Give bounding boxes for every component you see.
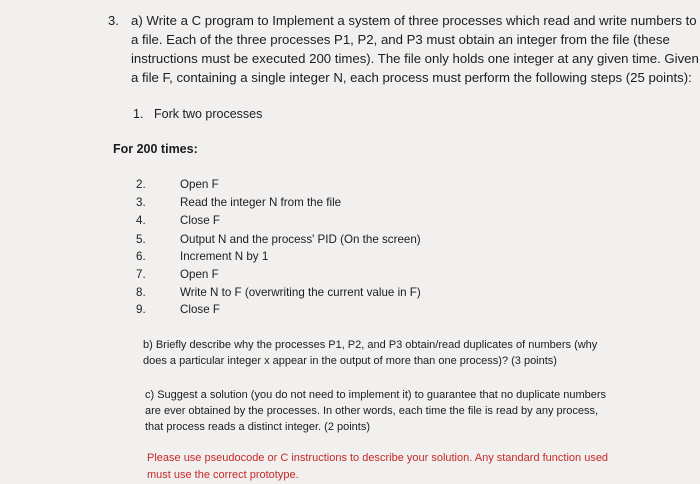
part-a-line: a) Write a C program to Implement a system of three processes which read and write numbers to: [131, 13, 697, 28]
step-text: Read the integer N from the file: [180, 196, 342, 209]
step-number: 2.: [136, 178, 146, 191]
part-c-line: that process reads a distinct integer. (2 points): [145, 421, 371, 433]
step-number: 5.: [136, 233, 146, 246]
step-text: Close F: [180, 214, 220, 227]
step-text: Output N and the process' PID (On the screen): [180, 233, 421, 246]
loop-label: For 200 times:: [113, 142, 198, 156]
step-text: Write N to F (overwriting the current value in F): [180, 286, 421, 299]
part-b-line: does a particular integer x appear in the output of more than one process)? (3 points): [143, 355, 557, 367]
part-a-line: a file F, containing a single integer N, each process must perform the following steps (25 points):: [131, 70, 692, 85]
step-number: 8.: [136, 286, 146, 299]
part-b-line: b) Briefly describe why the processes P1, P2, and P3 obtain/read duplicates of numbers (why: [143, 339, 598, 351]
step-number: 1.: [133, 107, 144, 121]
step-number: 4.: [136, 214, 146, 227]
part-a-line: a file. Each of the three processes P1, P2, and P3 must obtain an integer from the file (these: [131, 32, 670, 47]
note-line: Please use pseudocode or C instructions to describe your solution. Any standard function used: [147, 452, 609, 464]
question-number: 3.: [108, 13, 119, 28]
part-c-line: c) Suggest a solution (you do not need to implement it) to guarantee that no duplicate numbers: [145, 389, 607, 401]
step-number: 6.: [136, 250, 146, 263]
part-a-line: instructions must be executed 200 times). The file only holds one integer at any given time. Given: [131, 51, 699, 66]
step-text: Fork two processes: [154, 107, 263, 121]
step-text: Open F: [180, 178, 219, 191]
step-number: 9.: [136, 303, 146, 316]
step-text: Open F: [180, 268, 219, 281]
step-text: Close F: [180, 303, 220, 316]
step-number: 3.: [136, 196, 146, 209]
step-number: 7.: [136, 268, 146, 281]
note-line: must use the correct prototype.: [147, 469, 299, 481]
part-c-line: are ever obtained by the processes. In other words, each time the file is read by any process,: [145, 405, 599, 417]
step-text: Increment N by 1: [180, 250, 269, 263]
